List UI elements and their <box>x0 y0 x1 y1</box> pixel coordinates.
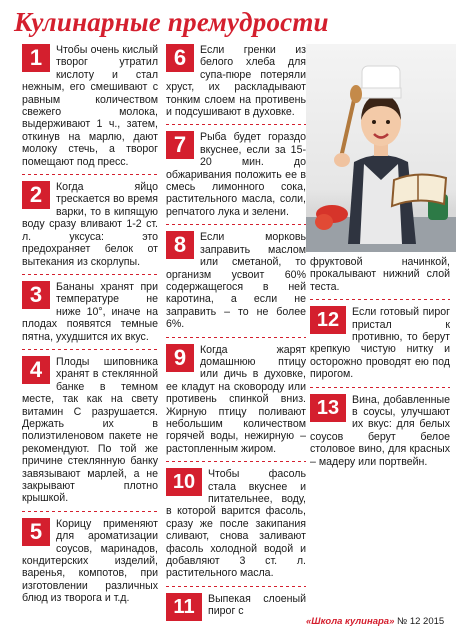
divider <box>166 586 306 587</box>
magazine-brand: «Школа кулинара» <box>306 616 395 627</box>
tip-text: Рыба будет гораздо вкуснее, если за 15-20 мин. до обжаривания положить ее в смесь лимонного сока, растительного масла, соли, репчатого лука и зелени. <box>166 131 306 218</box>
column-2 <box>166 44 306 624</box>
divider <box>166 461 306 462</box>
page-title: Кулинарные премудрости <box>14 7 329 37</box>
divider <box>22 511 158 512</box>
tip-text: Выпекая слоеный пирог с <box>208 592 306 618</box>
tip-5 <box>22 518 158 605</box>
tip-4 <box>22 356 158 505</box>
tip-10 <box>166 468 306 580</box>
tip-text: Если морковь заправить маслом или сметаной, то организм усвоит 60% содержащегося в ней каротина, а если не заправить – то не более 6%. <box>166 231 306 331</box>
tip-text: Если гренки из белого хлеба для супа-пюре потеряли хруст, их раскладывают тонким слоем на противень и подсушивают в духовке. <box>166 44 306 119</box>
tip-11 <box>166 593 306 618</box>
divider <box>310 299 450 300</box>
chef-photo <box>306 44 456 252</box>
issue-number: № 12 2015 <box>397 616 445 627</box>
tip-3 <box>22 281 158 343</box>
tip-text: фруктовой начинкой, прокалывают нижний слой теста. <box>310 256 450 293</box>
tip-number: 9 <box>166 344 194 372</box>
divider <box>310 387 450 388</box>
tip-number: 5 <box>22 518 50 546</box>
tip-number: 12 <box>310 306 346 334</box>
tip-1 <box>22 44 158 168</box>
tip-2 <box>22 181 158 268</box>
tip-number: 4 <box>22 356 50 384</box>
tip-8 <box>166 231 306 330</box>
tip-number: 11 <box>166 593 202 621</box>
tip-6 <box>166 44 306 118</box>
footer <box>306 612 456 632</box>
divider <box>166 224 306 225</box>
tip-text: Вина, добавленные в соусы, улучшают их вкус: для белых соусов берут белое столовое вино, для красных – мадеру или портвейн. <box>310 393 450 468</box>
chef-illustration <box>306 44 456 252</box>
divider <box>22 349 158 350</box>
tip-12 <box>310 306 450 380</box>
tip-number: 2 <box>22 181 50 209</box>
tip-text: Если готовый пирог пристал к противню, то берут крепкую чистую нитку и осторожно проводят ею под пирогом. <box>310 306 450 381</box>
tip-number: 8 <box>166 231 194 259</box>
divider <box>166 337 306 338</box>
tip-text: Корицу применяют для ароматизации соусов, маринадов, кондитерских изделий, варенья, компотов, при изготовлении различных блюд из творога и т.д. <box>22 517 158 605</box>
tip-number: 7 <box>166 131 194 159</box>
tip-number: 13 <box>310 394 346 422</box>
tip-11-continuation <box>310 256 450 293</box>
column-1 <box>22 44 158 611</box>
tip-text: Когда яйцо трескается во время варки, то в кипящую воду сразу вливают 1-2 ст. л. уксуса: это предохраняет белок от вытекания из скорлупы. <box>22 181 158 268</box>
tip-9 <box>166 344 306 456</box>
tip-text: Когда жарят домашнюю птицу или дичь в духовке, ее кладут на сковороду или противень спинкой вниз. Жирную птицу поливают небольшим количеством горячей воды, нежирную – растопленным жиром. <box>166 343 306 455</box>
divider <box>22 174 158 175</box>
tip-text: Чтобы очень кислый творог утратил кислоту и стал нежным, его смешивают с равным количеством свежего молока, выдерживают 1 ч., затем, откинув на марлю, дают молоку стечь, а творог помещают под пресс. <box>22 44 158 168</box>
tip-number: 10 <box>166 468 202 496</box>
tip-text: Бананы хранят при температуре не ниже 10°, иначе на плодах появятся темные пятна, ухудшится их вкус. <box>22 280 158 343</box>
tip-number: 1 <box>22 44 50 72</box>
tip-number: 6 <box>166 44 194 72</box>
divider <box>22 274 158 275</box>
divider <box>166 124 306 125</box>
tip-number: 3 <box>22 281 50 309</box>
tip-7 <box>166 131 306 218</box>
tip-13 <box>310 394 450 468</box>
tip-text: Чтобы фасоль стала вкуснее и питательнее, воду, в которой варится фасоль, сразу же после закипания сливают, снова заливают фасоль холодной водой и добавляют 3 ст. л. растительного масла. <box>166 468 306 580</box>
column-3 <box>310 256 450 474</box>
tip-text: Плоды шиповника хранят в стеклянной банке в темном месте, так как на свету витамин С разрушается. Держать их в полиэтиленовом пакете не рекомендуют. По той же причине стеклянную банку завязывают марлей, а не закрывают плотно крышкой. <box>22 355 158 505</box>
